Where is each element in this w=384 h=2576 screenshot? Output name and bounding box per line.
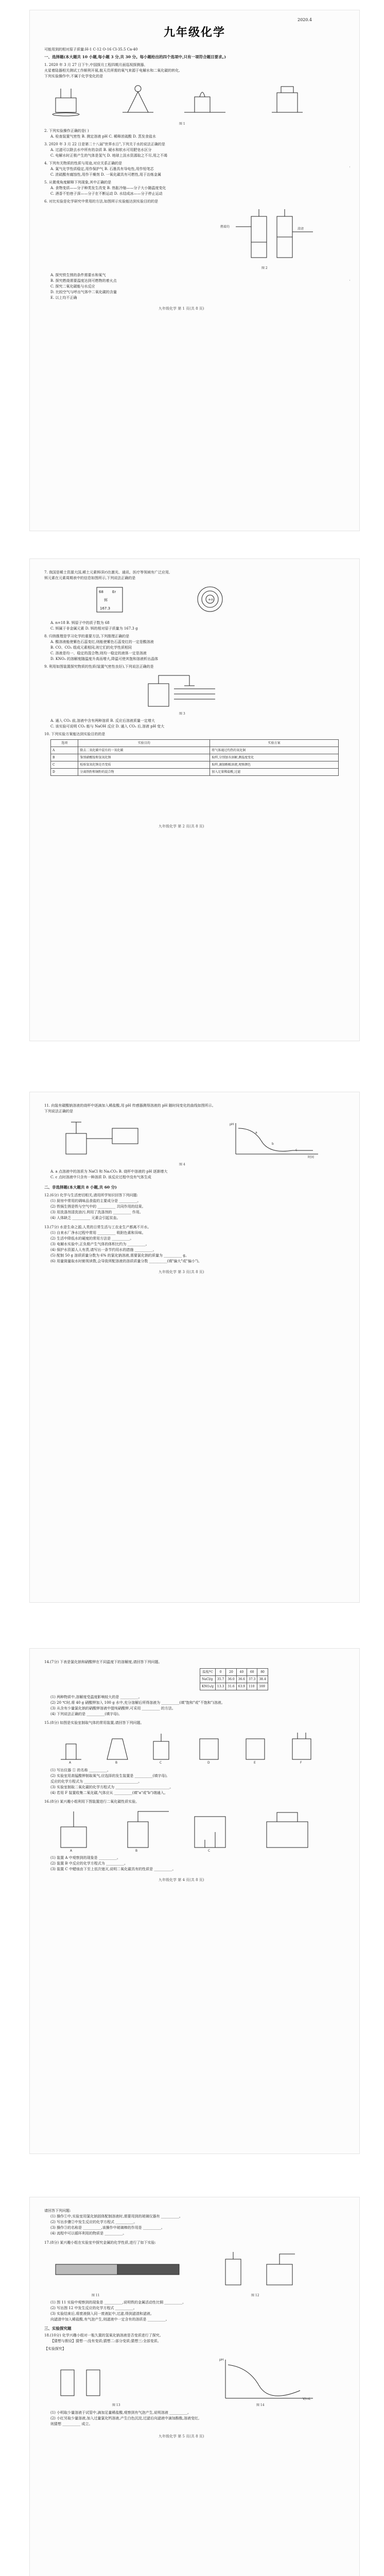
text-line: (3) 用洗涤剂清洗油污,利用了洗涤剂的 __________ 作用。 [50, 1210, 143, 1214]
table-cell: C [51, 761, 78, 769]
page-footer: 九年级化学 第 3 页(共 8 页) [159, 1270, 204, 1274]
figure-caption: 图 14 [256, 2403, 265, 2407]
text-line: A. 通入 CO₂ 前,溶液中含有两种溶质 B. 反应后溶液质量一定增大 [50, 719, 155, 723]
text-line: (3) 实验结束后,将废液倒入同一废液缸中,过滤,得到滤渣和滤液。 [50, 2312, 154, 2316]
text-line: 2. 下列实验操作正确的是( ) [44, 129, 89, 133]
text-line: (1) 自来水厂净水过程中常用 __________ 吸附色素和异味。 [50, 1231, 146, 1235]
svg-text:V/mL: V/mL [303, 2397, 311, 2401]
svg-text:b: b [272, 1142, 274, 1146]
table-cell: 38.4 [257, 1676, 268, 1683]
table-header-row [51, 740, 339, 747]
text-line: 8. 归纳推理是学习化学的重要方法,下列推理正确的是 [44, 634, 130, 638]
experiment-plan-table [50, 739, 339, 776]
figure-caption: 图 13 [112, 2403, 120, 2407]
page-footer: 九年级化学 第 4 页(共 8 页) [159, 1878, 204, 1882]
exam-page-1 [30, 10, 359, 531]
text-line: C. c 点时溶液中只含有一种溶质 D. 该反应过程中没有气体生成 [50, 1175, 151, 1179]
exam-title: 九年级化学 [164, 26, 226, 39]
text-line: (1) 厨房中常用的调味品食盐的主要成分是 __________。 [50, 1199, 141, 1203]
svg-text:Er: Er [112, 590, 116, 594]
text-line: 铒元素在元素周期表中的信息如图所示,下列说法正确的是 [44, 576, 136, 580]
metal-experiment-figure [50, 2249, 339, 2290]
page-footer: 九年级化学 第 5 页(共 8 页) [159, 2434, 204, 2438]
text-line: 5. 从微观角度解释下列现象,其中正确的是 [44, 180, 112, 184]
text-line: (5) 配制 50 g 溶质质量分数为 6% 的氯化钠溶液,需要氯化钠的质量为 __________ g。 [50, 1253, 189, 1258]
text-line: B. CO、CO₂ 组成元素相同,则它们的化学性质相同 [50, 646, 132, 650]
section-heading: 一、选择题(本大题共 10 小题,每小题 3 分,共 30 分。每小题给出的四个选项中,只有一项符合题目要求。) [44, 55, 226, 59]
svg-text:a: a [255, 1131, 257, 1134]
text-line: A. 过滤可以除去水中所有的杂质 B. 硬水和软水可用肥皂水区分 [50, 148, 152, 152]
table-row [200, 1676, 268, 1683]
table-row [200, 1683, 268, 1690]
text-line: 9. 利用如图装置探究物质的性质(装置气密性良好),下列说法正确的是 [44, 665, 154, 669]
table-cell: 36.6 [236, 1676, 247, 1683]
text-line: (3) 装置 C 中蜡烛由下至上依次熄灭,说明二氧化碳具有的性质是 __________。 [50, 1867, 176, 1871]
svg-text:E: E [254, 1761, 256, 1765]
text-line: (1) 两种物质中,溶解度受温度影响较大的是 __________。 [50, 1695, 142, 1699]
text-line: C. 浓硫酸有腐蚀性,用作干燥剂 D. 一氧化碳具有可燃性,用于冶炼金属 [50, 173, 162, 177]
table-cell: 检验氢氧化钠是否变质 [78, 761, 210, 769]
table-cell: NaCl/g [200, 1676, 216, 1683]
table-header: 40 [236, 1669, 247, 1676]
text-line: (2) 20 ℃时,将 40 g 硝酸钾加入 100 g 水中,充分溶解后所得溶液为 __________(填"饱和"或"不饱和")溶液。 [50, 1701, 225, 1705]
text-line: (3) 电解水实验中,正负极产生气体的体积比约为 __________。 [50, 1242, 149, 1246]
text-line: (2) 写出图 12 中发生反应的化学方程式 __________。 [50, 2306, 137, 2310]
text-line: (2) 铁锅生锈是铁与空气中的 __________ 共同作用的结果。 [50, 1205, 146, 1209]
table-header: 实验方案 [210, 740, 339, 747]
text-line: E. 以上均不正确 [50, 296, 77, 300]
table-header: 选项 [51, 740, 78, 747]
table-row [51, 769, 339, 776]
table-cell: 将气体通过灼热的氧化铜 [210, 747, 339, 754]
text-line: C. 电解水时正极产生的气体是氢气 D. 地球上淡水资源取之不尽,用之不竭 [50, 154, 167, 158]
table-cell: 37.3 [247, 1676, 257, 1683]
solubility-table [200, 1668, 268, 1690]
page-footer: 九年级化学 第 2 页(共 8 页) [159, 824, 204, 828]
text-line: (4) 下列说法正确的是 __________(填字母)。 [50, 1712, 122, 1716]
text-line: 下列说法正确的是 [44, 1109, 73, 1113]
text-line: (2) 写出步骤②中发生反应的化学方程式 __________。 [50, 2220, 137, 2224]
text-line: 17.(8分) 某兴趣小组在实验室中探究金属的化学性质,进行了如下实验: [44, 2241, 156, 2245]
text-line: (3) 实验室制取二氧化碳的化学方程式为 ______________________________。 [50, 1785, 173, 1789]
text-line: 1. 2020 年 3 月 27 日下午,中国探月工程四期月面巡视探测器、 [44, 63, 148, 67]
text-line: C. 酒香不怕巷子深——分子在不断运动 D. 水结成冰——分子停止运动 [50, 192, 163, 196]
text-line: (2) 生活中降低水的硬度的常用方法是 __________。 [50, 1236, 134, 1241]
svg-text:C: C [160, 1761, 162, 1765]
svg-text:B: B [135, 1849, 138, 1853]
text-line: (1) 装置 A 中观察到的现象是 __________。 [50, 1856, 120, 1860]
svg-text:c: c [295, 1148, 298, 1152]
text-line: C. 铒属于非金属元素 D. 铒的相对原子质量为 167.3 g [50, 626, 138, 631]
table-header: 80 [257, 1669, 268, 1676]
text-line: 6. 对比实验是化学研究中常用的方法,如图所示实验能达到实验目的的是 [44, 199, 159, 204]
table-row [51, 747, 339, 754]
svg-text:167.3: 167.3 [100, 606, 111, 611]
text-line: A. 酸溶液能使紫色石蕊变红,则能使紫色石蕊变红的一定是酸溶液 [50, 640, 154, 644]
text-line: A. 食物变质——分子种类发生改变 B. 热胀冷缩——分子大小随温度变化 [50, 186, 166, 190]
svg-text:F: F [300, 1761, 302, 1765]
text-line: (4) 人体缺乏 __________ 元素会引起贫血。 [50, 1216, 120, 1220]
text-line: (1) 操作①中,实验室用氯化钠固体配制溶液时,需要用到的玻璃仪器有 __________。 [50, 2214, 183, 2218]
table-cell: 分离铁粉和铜粉的混合物 [78, 769, 210, 776]
text-line: 可能用到的相对原子质量:H-1 C-12 O-16 Cl-35.5 Ca-40 [44, 47, 138, 52]
text-line: C. 探究二氧化碳能与水反应 [50, 284, 95, 289]
table-cell: 除去二氧化碳中混有的一氧化碳 [78, 747, 210, 754]
text-line: A. 氮气化学性质稳定,用作保护气 B. 石墨具有导电性,用作铅笔芯 [50, 167, 154, 171]
text-line: (4) 保护水资源人人有责,请写出一条节约用水的措施 __________。 [50, 1248, 156, 1252]
svg-text:铒: 铒 [104, 598, 108, 602]
figure-caption: 图 1 [179, 122, 185, 126]
text-line: (4) 流程中可以循环利用的物质是 __________。 [50, 2231, 127, 2235]
text-line: 14.(7分) 下表是氯化钠和硝酸钾在不同温度下的溶解度,请回答下列问题。 [44, 1660, 162, 1664]
lab-apparatus-figure [50, 82, 328, 118]
text-line: C. 溶液是均一、稳定的混合物,则均一稳定的液体一定是溶液 [50, 651, 147, 655]
section-heading: 三、实验探究题 [44, 2326, 72, 2331]
table-cell: 36.0 [226, 1676, 236, 1683]
gas-preparation-apparatus-figure [50, 1728, 339, 1765]
table-cell: A [51, 747, 78, 754]
text-line: 10. 下列实验方案能达到实验目的的是 [44, 732, 106, 736]
text-line: 12.(6分) 化学与生活密切相关,请用所学知识回答下列问题: [44, 1193, 138, 1197]
table-cell: D [51, 769, 78, 776]
text-line: 16.(8分) 某兴趣小组利用下图装置进行二氧化碳性质实验。 [44, 1800, 139, 1804]
exam-page-5 [30, 2197, 359, 2576]
text-line: 下列实验操作中,不属于化学变化的是 [44, 74, 103, 78]
ph-sensor-figure [50, 1118, 339, 1159]
table-cell: 31.6 [226, 1683, 236, 1690]
svg-text:A: A [69, 1761, 72, 1765]
table-header: 实验目的 [78, 740, 210, 747]
text-line: A. a 点溶液中的溶质为 NaCl 和 Na₂CO₃ B. 烧杯中溶液的 pH 逐渐增大 [50, 1170, 168, 1174]
figure-caption: 图 3 [179, 712, 185, 716]
text-line: A. 检查装置气密性 B. 测定溶液 pH C. 稀释浓硫酸 D. 蒸发食盐水 [50, 134, 156, 139]
exam-date: 2020.4 [298, 18, 312, 22]
text-line: (2) 实验室用高锰酸钾制取氧气,应选择的发生装置是 __________(填字母), [50, 1774, 168, 1778]
text-line: (1) 写出仪器 ① 的名称 __________。 [50, 1768, 111, 1772]
svg-text:A: A [70, 1849, 73, 1853]
table-cell: KNO₃/g [200, 1683, 216, 1690]
text-line: 火星着陆器相关测试工作顺利开展,航天员所需的氧气来源于电解水和二氧化碳的转化, [44, 69, 180, 73]
co2-naoh-apparatus-figure [107, 673, 261, 709]
table-header: 20 [226, 1669, 236, 1676]
table-header: 温度/℃ [200, 1669, 216, 1676]
text-line: 15.(8分) 如图是实验室制取气体的常用装置,请回答下列问题。 [44, 1721, 144, 1725]
svg-text:pH: pH [230, 1123, 234, 1126]
svg-text:+n: +n [208, 598, 214, 602]
text-line: 则猜想 __________ 成立。 [50, 2422, 93, 2426]
table-cell: 13.3 [215, 1683, 225, 1690]
exam-page-2 [30, 559, 359, 1041]
table-cell: 35.7 [215, 1676, 225, 1683]
table-cell: 取样,滴加酚酞溶液,观察颜色 [210, 761, 339, 769]
co2-property-apparatus-figure [50, 1806, 339, 1853]
svg-text:澄清: 澄清 [298, 227, 304, 231]
table-header: 60 [247, 1669, 257, 1676]
svg-text:pH: pH [219, 2358, 224, 2362]
table-cell: 110 [247, 1683, 257, 1690]
text-line: 7. 我国是稀土资源大国,稀土元素铒(Er)在激光、通讯、医疗等领域有广泛应用, [44, 570, 170, 574]
figure-caption: 图 2 [261, 266, 268, 270]
text-line: A. n=18 B. 铒原子中的质子数为 68 [50, 621, 110, 625]
text-line: D. KNO₃ 的溶解度随温度升高而增大,降温可使其饱和溶液析出晶体 [50, 657, 159, 661]
text-line: 4. 下列有关物质的性质与用途,对应关系正确的是 [44, 161, 123, 165]
text-line: (1) 小明取少量溶液于试管中,滴加足量稀盐酸,观察到有气泡产生,说明溶液 __________。 [50, 2411, 191, 2415]
table-cell: 加入足量稀盐酸,过滤 [210, 769, 339, 776]
text-line: 向滤渣中加入稀盐酸,有气泡产生,则滤液中一定含有的溶质是 __________。 [50, 2317, 169, 2321]
table-cell: 63.9 [236, 1683, 247, 1690]
svg-text:B: B [115, 1761, 118, 1765]
table-cell: B [51, 754, 78, 761]
text-line: D. 比较空气与呼出气体中二氧化碳的含量 [50, 290, 117, 294]
text-line: 18.(10分) 化学兴趣小组对一瓶久置的氢氧化钠溶液是否变质进行了探究。 [44, 2333, 163, 2337]
text-line: (2) 装置 B 中反应的化学方程式为 __________。 [50, 1861, 128, 1866]
text-line: (3) 操作③的名称是 __________,该操作中玻璃棒的作用是 __________。 [50, 2226, 165, 2230]
table-row [51, 761, 339, 769]
text-line: 3. 2020 年 3 月 22 日是第二十八届"世界水日",下列关于水的说法正确的是 [44, 142, 165, 146]
table-cell: 取样,分别加水溶解,测温度变化 [210, 754, 339, 761]
figure-caption: 图 11 [92, 2294, 100, 2297]
text-line: 反应的化学方程式为 ______________________________。 [50, 1780, 142, 1784]
text-line: 请回答下列问题: [44, 2209, 71, 2213]
svg-text:燃着的: 燃着的 [220, 225, 230, 229]
table-cell: 169 [257, 1683, 268, 1690]
text-line: (1) 图 11 实验中观察到的现象是 __________,说明铁的金属活动性比铜 __________。 [50, 2300, 186, 2304]
svg-text:时间: 时间 [308, 1156, 315, 1159]
text-line: A. 探究铁生锈的条件需要水和氧气 [50, 273, 106, 277]
text-line: B. 探究燃烧需要温度达到可燃物的着火点 [50, 279, 117, 283]
svg-text:D: D [207, 1761, 210, 1765]
exam-page-4 [30, 1649, 359, 2154]
text-line: C. 该实验可说明 CO₂ 能与 NaOH 反应 D. 通入 CO₂ 后,溶液 pH 变大 [50, 724, 165, 728]
text-line: (2) 小红另取少量溶液,加入过量氯化钙溶液,产生白色沉淀,过滤后向滤液中滴加酚酞,溶液变红, [50, 2416, 200, 2420]
text-line: 13.(7分) 水是生命之源,人类的日常生活与工农业生产都离不开水。 [44, 1225, 151, 1229]
text-line: (4) 若用 F 装置收集二氧化碳,气体应从 __________(填"a"或"b")端通入。 [50, 1791, 168, 1795]
exam-page-3 [30, 1092, 359, 1602]
table-header-row [200, 1669, 268, 1676]
figure-caption: 图 12 [251, 2294, 259, 2297]
periodic-element-figure [92, 585, 287, 616]
table-cell: 鉴别硝酸铵和氢氧化钠 [78, 754, 210, 761]
page-footer: 九年级化学 第 1 页(共 8 页) [159, 307, 204, 311]
text-line: 11. 向装有碳酸钠溶液的烧杯中逐滴加入稀盐酸,用 pH 传感器测得溶液的 pH 随时间变化的曲线如图所示。 [44, 1104, 216, 1108]
naoh-ph-figure [50, 2354, 339, 2401]
comparison-experiment-figure [220, 206, 323, 263]
section-heading: 二、非选择题(本大题共 8 小题,共 60 分) [44, 1185, 117, 1190]
table-header: 0 [215, 1669, 225, 1676]
svg-text:C: C [208, 1849, 211, 1853]
text-line: (3) 从含有少量氯化钠的硝酸钾溶液中提纯硝酸钾,可采用 __________ 的方法。 [50, 1706, 176, 1710]
text-line: 【猜想与假设】猜想一:没有变质;猜想二:部分变质;猜想三:全部变质。 [50, 2339, 161, 2343]
table-row [51, 754, 339, 761]
binding-mark: · [349, 278, 351, 283]
binding-mark: · [349, 165, 351, 170]
text-line: 【实验探究】 [44, 2347, 66, 2351]
text-line: (6) 用量筒量取水时俯视读数,会导致所配溶液的溶质质量分数 __________(填"偏大"或"偏小")。 [50, 1259, 202, 1263]
svg-text:68: 68 [99, 590, 103, 594]
figure-caption: 图 4 [179, 1163, 185, 1166]
